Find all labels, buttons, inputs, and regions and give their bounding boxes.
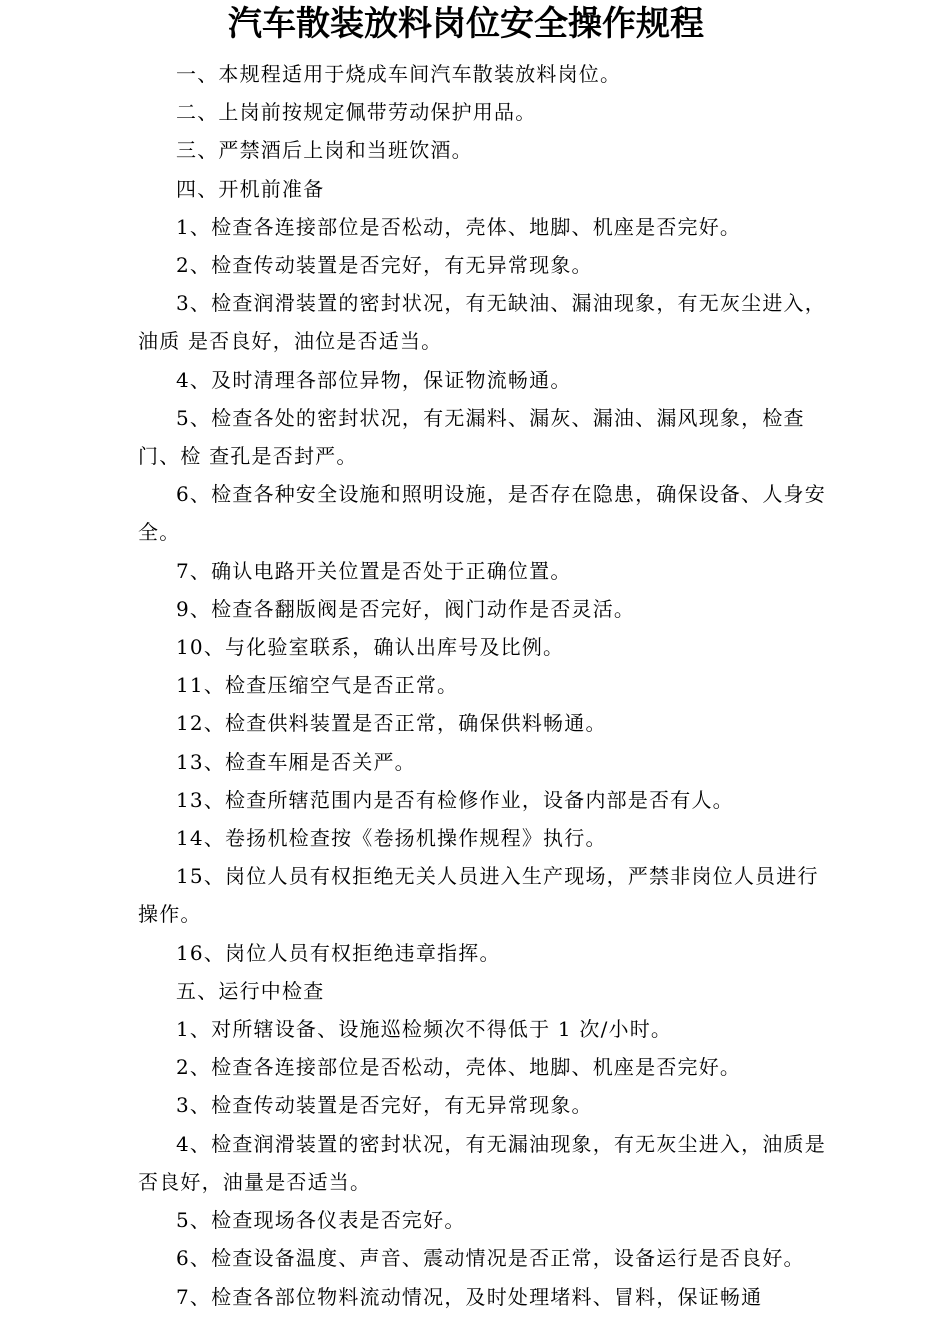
paragraph: 7、检查各部位物料流动情况，及时处理堵料、冒料，保证畅通 <box>176 1284 763 1309</box>
paragraph: 12、检查供料装置是否正常，确保供料畅通。 <box>176 711 607 736</box>
paragraph: 三、严禁酒后上岗和当班饮酒。 <box>176 138 473 163</box>
paragraph: 5、检查现场各仪表是否完好。 <box>176 1208 466 1233</box>
paragraph: 一、本规程适用于烧成车间汽车散装放料岗位。 <box>176 62 622 86</box>
paragraph: 4、检查润滑装置的密封状况，有无漏油现象，有无灰尘进入，油质是否良好，油量是否适当。 <box>138 1131 826 1194</box>
paragraph: 4、及时清理各部位异物，保证物流畅通。 <box>176 367 572 392</box>
paragraph: 1、检查各连接部位是否松动，壳体、地脚、机座是否完好。 <box>176 214 742 239</box>
section-heading: 五、运行中检查 <box>176 978 325 1003</box>
paragraph: 二、上岗前按规定佩带劳动保护用品。 <box>176 100 537 125</box>
paragraph: 9、检查各翻版阀是否完好，阀门动作是否灵活。 <box>176 596 636 621</box>
paragraph: 6、检查各种安全设施和照明设施，是否存在隐患，确保设备、人身安全。 <box>138 482 826 545</box>
paragraph: 6、检查设备温度、声音、震动情况是否正常，设备运行是否良好。 <box>176 1246 805 1271</box>
paragraph: 10、与化验室联系，确认出库号及比例。 <box>176 635 565 660</box>
paragraph: 2、检查各连接部位是否松动，壳体、地脚、机座是否完好。 <box>176 1055 742 1080</box>
document-title: 汽车散装放料岗位安全操作规程 <box>228 4 704 44</box>
paragraph: 2、检查传动装置是否完好，有无异常现象。 <box>176 253 593 278</box>
paragraph: 15、岗位人员有权拒绝无关人员进入生产现场，严禁非岗位人员进行操作。 <box>138 864 819 927</box>
paragraph: 13、检查车厢是否关严。 <box>176 749 416 774</box>
paragraph: 7、确认电路开关位置是否处于正确位置。 <box>176 558 572 583</box>
paragraph: 1、对所辖设备、设施巡检频次不得低于 1 次/小时。 <box>176 1017 673 1042</box>
section-heading: 四、开机前准备 <box>176 176 325 201</box>
document-body <box>138 55 828 1316</box>
paragraph: 11、检查压缩空气是否正常。 <box>176 673 459 698</box>
paragraph: 13、检查所辖范围内是否有检修作业，设备内部是否有人。 <box>176 787 734 812</box>
paragraph: 16、岗位人员有权拒绝违章指挥。 <box>176 940 501 965</box>
paragraph: 3、检查润滑装置的密封状况，有无缺油、漏油现象，有无灰尘进入，油质 是否良好，油位是否适当。 <box>138 291 826 354</box>
paragraph: 5、检查各处的密封状况，有无漏料、漏灰、漏油、漏风现象，检查门、检 查孔是否封严。 <box>138 405 805 469</box>
paragraph: 14、卷扬机检查按《卷扬机操作规程》执行。 <box>176 826 607 851</box>
paragraph: 3、检查传动装置是否完好，有无异常现象。 <box>176 1093 593 1118</box>
